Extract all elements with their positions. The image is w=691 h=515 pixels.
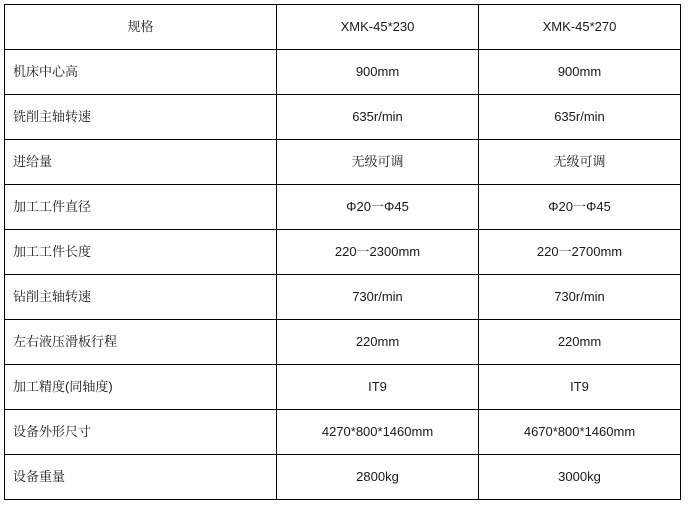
row-value-model-1: 900mm bbox=[277, 50, 479, 95]
specification-table bbox=[4, 4, 681, 500]
table-row bbox=[5, 365, 681, 410]
row-value-model-1: 635r/min bbox=[277, 95, 479, 140]
column-header-model-2: XMK-45*270 bbox=[479, 5, 681, 50]
row-label: 机床中心高 bbox=[5, 50, 277, 95]
table-row bbox=[5, 320, 681, 365]
row-label: 进给量 bbox=[5, 140, 277, 185]
table-row bbox=[5, 230, 681, 275]
row-value-model-2: IT9 bbox=[479, 365, 681, 410]
column-header-spec: 规格 bbox=[5, 5, 277, 50]
row-label: 加工工件直径 bbox=[5, 185, 277, 230]
row-value-model-2: 635r/min bbox=[479, 95, 681, 140]
row-value-model-1: Φ20一Φ45 bbox=[277, 185, 479, 230]
row-label: 加工精度(同轴度) bbox=[5, 365, 277, 410]
row-value-model-2: 900mm bbox=[479, 50, 681, 95]
table-row bbox=[5, 140, 681, 185]
row-label: 设备重量 bbox=[5, 455, 277, 500]
row-value-model-2: 730r/min bbox=[479, 275, 681, 320]
row-value-model-1: 4270*800*1460mm bbox=[277, 410, 479, 455]
table-row bbox=[5, 50, 681, 95]
table-row bbox=[5, 455, 681, 500]
row-value-model-2: 220一2700mm bbox=[479, 230, 681, 275]
row-label: 设备外形尺寸 bbox=[5, 410, 277, 455]
row-label: 钻削主轴转速 bbox=[5, 275, 277, 320]
row-label: 左右液压滑板行程 bbox=[5, 320, 277, 365]
row-value-model-1: 730r/min bbox=[277, 275, 479, 320]
row-value-model-1: 无级可调 bbox=[277, 140, 479, 185]
row-value-model-1: 220mm bbox=[277, 320, 479, 365]
row-value-model-2: 4670*800*1460mm bbox=[479, 410, 681, 455]
row-value-model-2: 220mm bbox=[479, 320, 681, 365]
row-value-model-1: IT9 bbox=[277, 365, 479, 410]
table-header-row bbox=[5, 5, 681, 50]
row-label: 铣削主轴转速 bbox=[5, 95, 277, 140]
row-value-model-1: 2800kg bbox=[277, 455, 479, 500]
column-header-model-1: XMK-45*230 bbox=[277, 5, 479, 50]
table-row bbox=[5, 185, 681, 230]
table-row bbox=[5, 95, 681, 140]
table-row bbox=[5, 275, 681, 320]
row-label: 加工工件长度 bbox=[5, 230, 277, 275]
table-row bbox=[5, 410, 681, 455]
row-value-model-2: 无级可调 bbox=[479, 140, 681, 185]
row-value-model-1: 220一2300mm bbox=[277, 230, 479, 275]
row-value-model-2: Φ20一Φ45 bbox=[479, 185, 681, 230]
row-value-model-2: 3000kg bbox=[479, 455, 681, 500]
